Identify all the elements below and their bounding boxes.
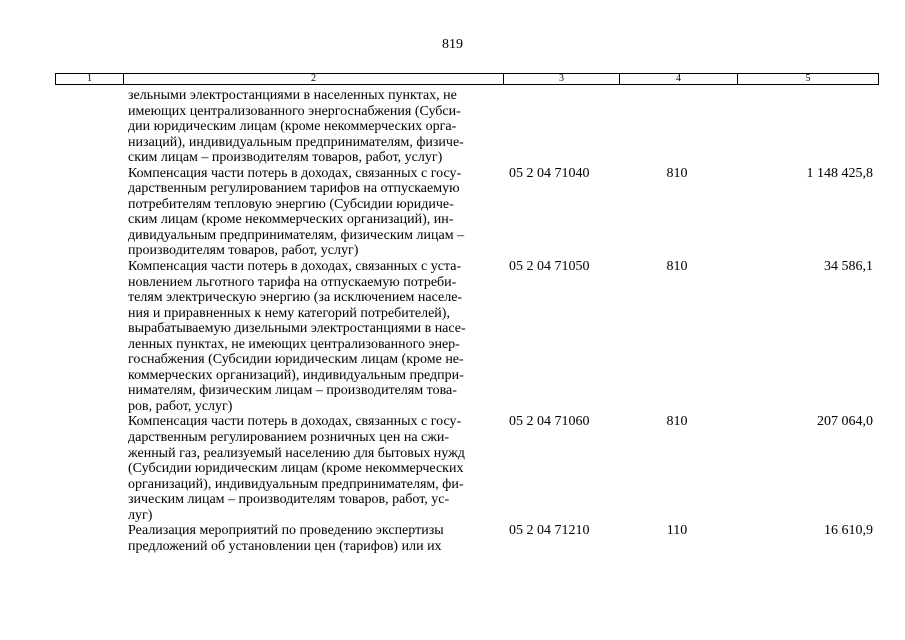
row-number-cell — [55, 259, 128, 414]
header-col-5: 5 — [805, 73, 811, 84]
header-col-2: 2 — [124, 74, 504, 84]
header-col-3: 3 — [504, 74, 620, 84]
row-description: Компенсация части потерь в доходах, связанных с госу- дарственным регулированием розничных цен на сжи- женный газ, реализуемый населению для бытовых нужд (Субсидии юридическим лицам (кроме некоммерческих организаций), индивидуальным предпринимателям, фи- зическим лицам – производителям товаров, работ, ус- луг) — [128, 414, 465, 523]
header-col-4: 4 — [620, 74, 738, 84]
row-number-cell — [55, 166, 128, 259]
table-row — [55, 414, 879, 523]
table-row — [55, 523, 879, 554]
row-code — [500, 88, 618, 166]
table-header — [55, 73, 879, 85]
row-description: зельными электростанциями в населенных пунктах, не имеющих централизованного энергоснабжения (Субси- дии юридическим лицам (кроме некоммерческих орга- низаций), индивидуальным предпринимателям, физиче- ским лицам – производителям товаров, работ, услуг) — [128, 88, 464, 166]
row-number-cell — [55, 523, 128, 554]
row-number-cell — [55, 414, 128, 523]
row-description: Компенсация части потерь в доходах, связанных с уста- новлением льготного тарифа на отпускаемую потреби- телям электрическую энергию (за исключением населе- ния и приравненных к нему категорий потребителей), вырабатываемую дизельными электростанциями в насе- ленных пунктах, не имеющих централизованного энер- госнабжения (Субсидии юридическим лицам (кроме не- коммерческих организаций), индивидуальным предпри- нимателям, физическим лицам – производителям това- ров, работ, услуг) — [128, 259, 466, 414]
row-code: 05 2 04 71060 — [509, 414, 590, 430]
row-type: 110 — [666, 523, 688, 539]
row-amount: 207 064,0 — [817, 414, 873, 430]
row-type: 810 — [666, 259, 688, 275]
table-row — [55, 166, 879, 259]
row-description: Реализация мероприятий по проведению экспертизы предложений об установлении цен (тарифов) или их — [128, 523, 444, 554]
row-type — [618, 88, 736, 166]
row-amount: 16 610,9 — [824, 523, 873, 539]
table-row — [55, 88, 879, 166]
row-number-cell — [55, 88, 128, 166]
row-type: 810 — [666, 414, 688, 430]
row-amount — [736, 88, 879, 166]
row-amount: 34 586,1 — [824, 259, 873, 275]
row-type: 810 — [666, 165, 688, 181]
header-col-1: 1 — [56, 74, 124, 84]
table-row — [55, 259, 879, 414]
table-body — [55, 88, 879, 554]
row-amount: 1 148 425,8 — [806, 165, 873, 181]
row-code: 05 2 04 71210 — [509, 523, 590, 539]
row-code: 05 2 04 71050 — [509, 259, 590, 275]
row-description: Компенсация части потерь в доходах, связанных с госу- дарственным регулированием тарифов на отпускаемую потребителям тепловую энергию (Субсидии юридиче- ским лицам (кроме некоммерческих организаций), ин- дивидуальным предпринимателям, физическим лицам – производителям товаров, работ, услуг) — [128, 165, 465, 259]
page-number: 819 — [442, 37, 463, 52]
row-code: 05 2 04 71040 — [509, 165, 590, 181]
